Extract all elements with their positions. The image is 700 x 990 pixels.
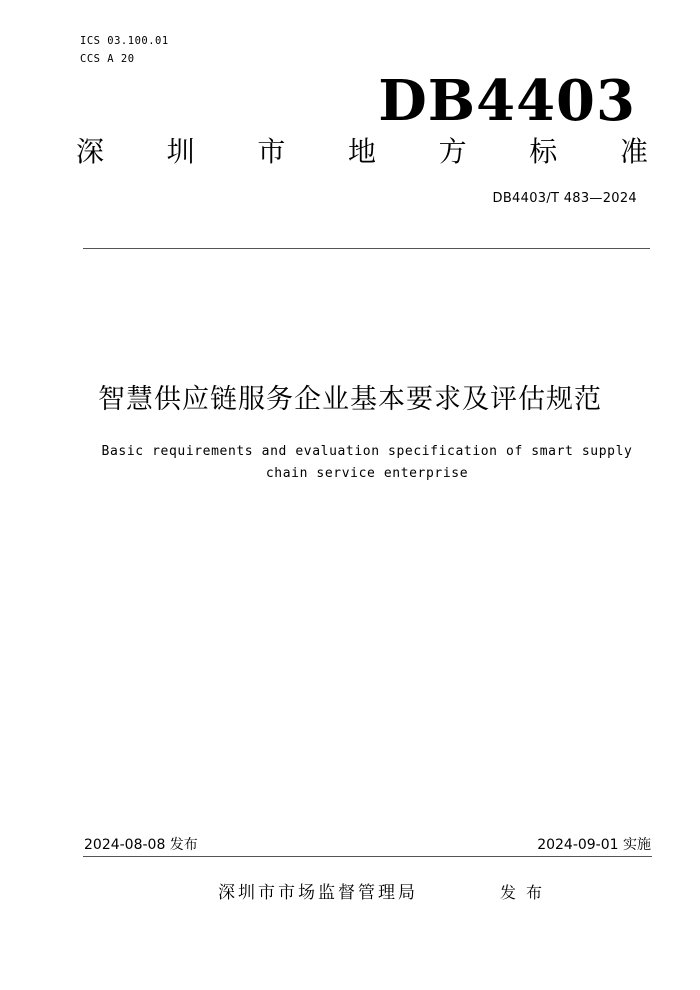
top-divider [83, 248, 650, 249]
standard-type-char: 标 [529, 135, 558, 168]
implement-date: 2024-09-01 实施 [537, 837, 651, 853]
standard-number: DB4403/T 483—2024 [492, 191, 637, 206]
bottom-divider [83, 856, 652, 857]
issuing-authority: 深圳市市场监督管理局 [218, 883, 418, 903]
document-title-chinese: 智慧供应链服务企业基本要求及评估规范 [98, 384, 602, 415]
issue-label: 发布 [500, 883, 553, 902]
standard-type-char: 地 [347, 135, 376, 168]
standard-type-heading [76, 134, 648, 170]
standard-type-char: 方 [438, 135, 467, 168]
publish-date: 2024-08-08 发布 [84, 837, 198, 853]
db-code-heading: DB4403 [378, 68, 636, 134]
ics-code: ICS 03.100.01 [80, 35, 169, 47]
standard-type-char: 圳 [166, 135, 195, 168]
standard-type-char: 准 [619, 135, 648, 168]
standard-type-char: 深 [76, 135, 105, 168]
english-title-line: chain service enterprise [265, 466, 469, 481]
standard-type-char: 市 [257, 135, 286, 168]
document-title-english [60, 441, 674, 485]
english-title-line: Basic requirements and evaluation specification of smart supply [101, 444, 633, 459]
ccs-code: CCS A 20 [80, 53, 135, 65]
